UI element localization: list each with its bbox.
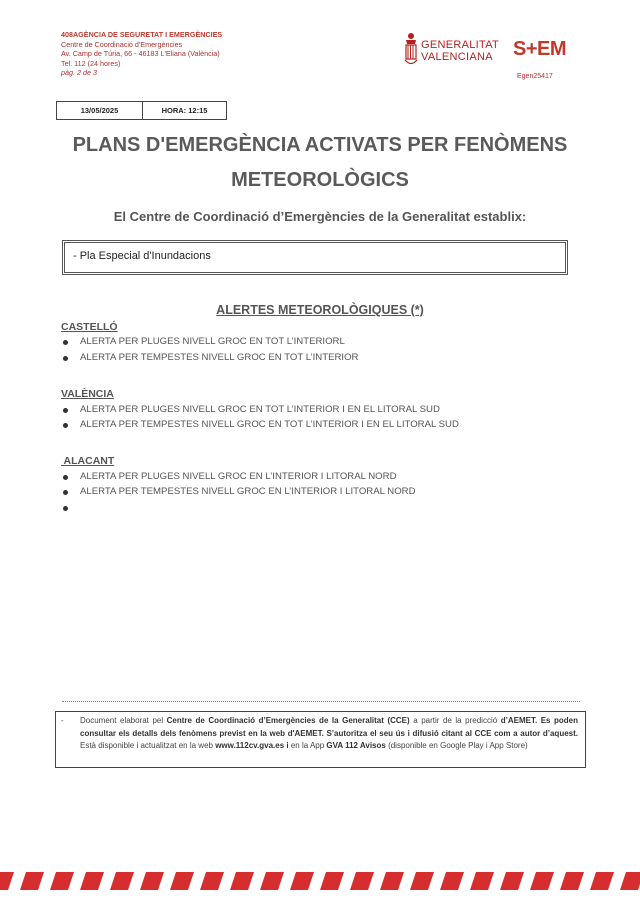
stripe — [470, 872, 494, 890]
stripe — [590, 872, 614, 890]
region-castello: CASTELLÓ — [61, 321, 118, 333]
stripe — [50, 872, 74, 890]
agency-name: 408AGÈNCIA DE SEGURETAT I EMERGÈNCIES — [61, 30, 223, 39]
stripe — [350, 872, 374, 890]
bullet-icon — [63, 490, 68, 495]
date-time-table — [56, 101, 227, 120]
stripe — [560, 872, 584, 890]
disclaimer-box: - Document elaborat pel Centre de Coordinació d’Emergències de la Generalitat (CCE) a partir de la predicció d’AEMET. Es poden consultar els detalls dels fenòmens previst en la web d'AEMET. S’autoritza el seu ús i difusió citant al CCE com a autor d’aquest. Està disponible i actualitzat en la web www.112cv.gva.es i en la App GVA 112 Avisos (disponible en Google Play i App Store) — [55, 711, 586, 768]
page-title: PLANS D'EMERGÈNCIA ACTIVATS PER FENÒMENS METEOROLÒGICS — [72, 134, 568, 191]
stripe — [530, 872, 554, 890]
stripe — [380, 872, 404, 890]
active-plan-text: - Pla Especial d'Inundacions — [73, 250, 211, 262]
date-cell: 13/05/2025 — [57, 102, 143, 119]
stripe — [320, 872, 344, 890]
stripe — [440, 872, 464, 890]
region-valencia: VALÈNCIA — [61, 388, 114, 400]
bullet-icon — [63, 475, 68, 480]
generalitat-logo-text: GENERALITAT VALENCIANA — [421, 39, 500, 63]
disclaimer-text: Document elaborat pel Centre de Coordinació d’Emergències de la Generalitat (CCE) a partir de la predicció d’AEMET. Es poden consultar els detalls dels fenòmens previst en la web d'AEMET. S’autoritza el seu ús i difusió citant al CCE com a autor d’aquest. Està disponible i actualitzat en la web www.112cv.gva.es i en la App GVA 112 Avisos (disponible en Google Play i App Store) — [80, 716, 579, 750]
stripe — [500, 872, 524, 890]
alerts-heading: ALERTES METEOROLÒGIQUES (*) — [216, 303, 424, 317]
stripe — [140, 872, 164, 890]
agency-header — [61, 30, 222, 78]
time-cell: HORA: 12:15 — [161, 106, 208, 115]
bullet-icon — [63, 356, 68, 361]
dotted-divider — [62, 701, 580, 702]
active-plan-box — [62, 240, 568, 275]
region-alacant: ALACANT — [61, 455, 115, 467]
sem-logo: S+EM — [513, 38, 567, 60]
stripe — [200, 872, 224, 890]
center-name: Centre de Coordinació d'Emergències — [61, 39, 183, 49]
stripe — [230, 872, 254, 890]
stripe — [290, 872, 314, 890]
document-code: Egen25417 — [517, 73, 553, 80]
stripe — [80, 872, 104, 890]
bullet-icon — [63, 423, 68, 428]
bullet-icon — [63, 340, 68, 345]
page-subtitle: El Centre de Coordinació d’Emergències de la Generalitat establix: — [113, 209, 527, 224]
agency-address: Av. Camp de Túria, 66 - 46183 L'Eliana (València) — [61, 49, 220, 59]
stripe — [110, 872, 134, 890]
stripe — [170, 872, 194, 890]
generalitat-crest-icon — [402, 31, 420, 69]
website-link: www.112cv.gva.es i — [215, 741, 289, 750]
bullet-icon — [63, 506, 68, 511]
stripe — [620, 872, 640, 890]
stripe — [0, 872, 14, 890]
bullet-icon — [63, 408, 68, 413]
stripe — [410, 872, 434, 890]
stripe — [260, 872, 284, 890]
stripe — [20, 872, 44, 890]
page-number: pàg. 2 de 3 — [61, 68, 97, 78]
agency-phone: Tel. 112 (24 hores) — [61, 58, 121, 68]
footer-stripes — [0, 872, 640, 890]
